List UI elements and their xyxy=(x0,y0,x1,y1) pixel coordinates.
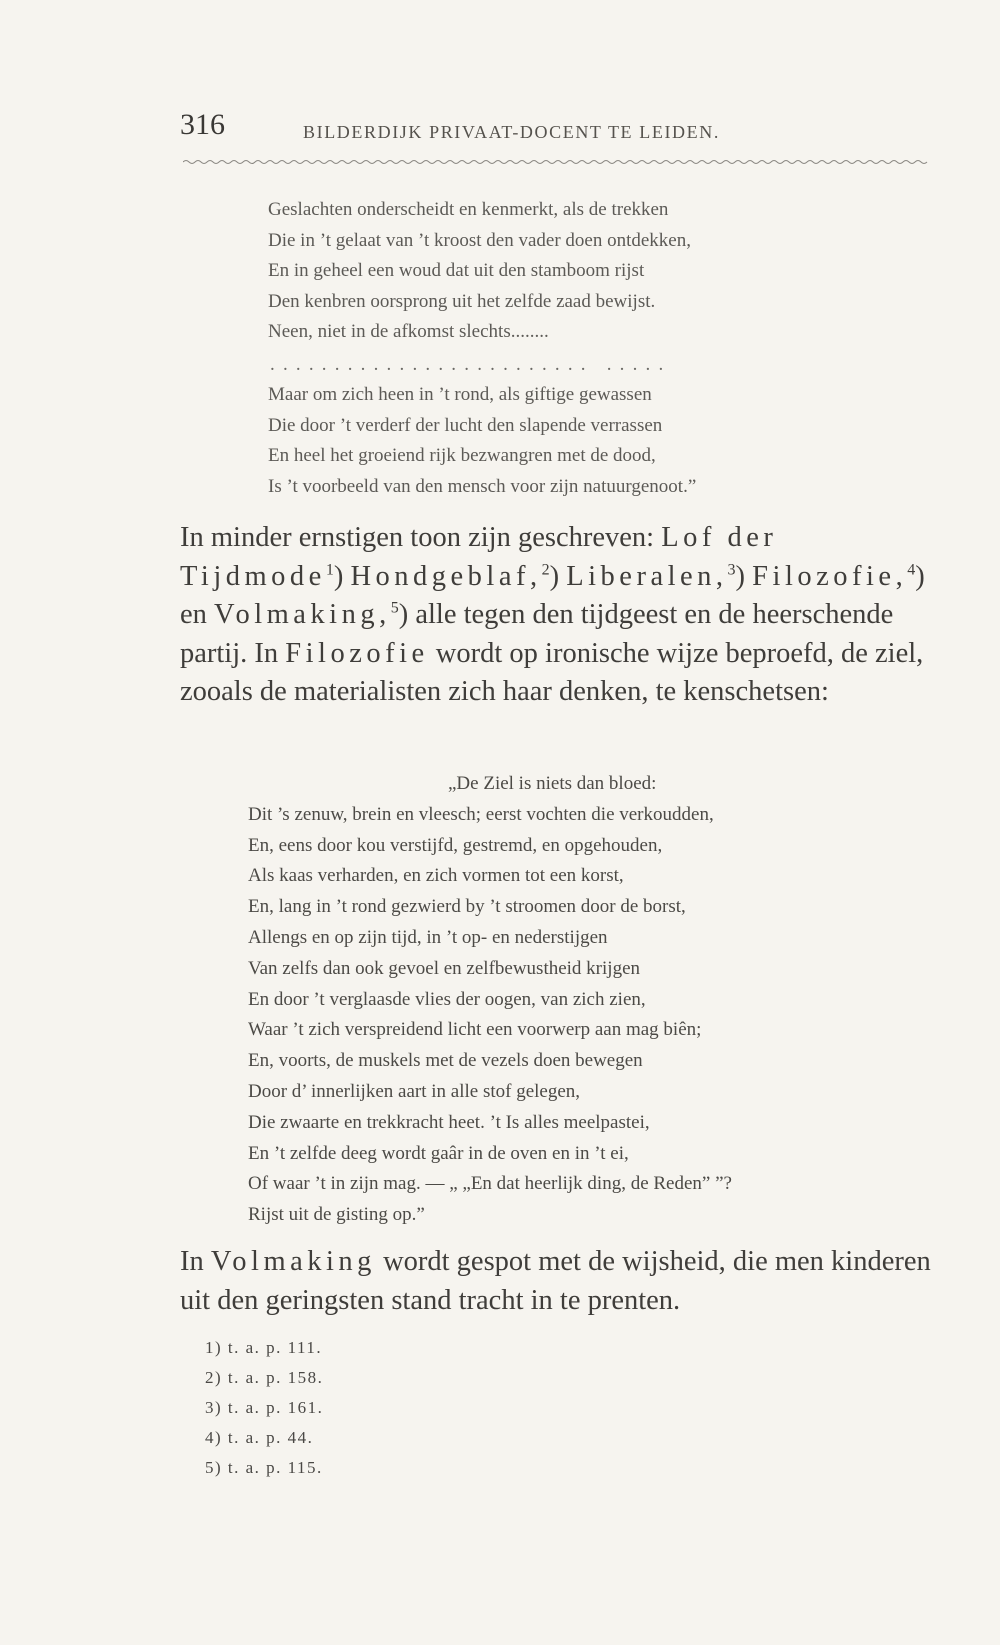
poem-line: Den kenbren oorsprong uit het zelfde zaad bewijst. xyxy=(268,290,656,312)
quote-line: Door d’ innerlijken aart in alle stof gelegen, xyxy=(248,1080,581,1102)
poem-line: Geslachten onderscheidt en kenmerkt, als de trekken xyxy=(268,199,669,220)
ellipsis-line: ......................... ..... xyxy=(270,354,672,375)
footnote: 3) t. a. p. 161. xyxy=(205,1398,324,1417)
body-paragraph-2 xyxy=(180,1243,940,1320)
quote-line: Rijst uit de gisting op.” xyxy=(248,1204,425,1226)
footnote-ref: 2 xyxy=(541,561,550,578)
quote-line: En door ’t verglaasde vlies der oogen, van zich zien, xyxy=(248,988,646,1010)
quote-line: Allengs en op zijn tijd, in ’t op- en nederstijgen xyxy=(248,926,608,948)
quote-line: En, lang in ’t rond gezwierd by ’t stroomen door de borst, xyxy=(248,896,686,918)
quote-line: „De Ziel is niets dan bloed: xyxy=(448,773,657,794)
prose-text: ) xyxy=(549,560,567,592)
footnote-ref: 5 xyxy=(390,599,399,617)
prose-text: ) xyxy=(735,560,753,592)
quote-line: En ’t zelfde deeg wordt gaâr in de oven en in ’t ei, xyxy=(248,1142,629,1164)
poem-line: Maar om zich heen in ’t rond, als giftige gewassen xyxy=(268,384,652,405)
poem-excerpt-middle xyxy=(268,380,696,502)
footnote-ref: 3 xyxy=(727,561,736,578)
quote-line: Dit ’s zenuw, brein en vleesch; eerst vochten die verkoudden, xyxy=(248,803,714,825)
footnotes xyxy=(205,1333,323,1483)
quote-line: Als kaas verharden, en zich vormen tot een korst, xyxy=(248,865,624,887)
prose-text: ) xyxy=(333,560,351,592)
poem-line: Is ’t voorbeeld van den mensch voor zijn natuurgenoot.” xyxy=(268,475,697,497)
quote-line: En, voorts, de muskels met de vezels doen bewegen xyxy=(248,1050,643,1072)
running-title: BILDERDIJK PRIVAAT-DOCENT TE LEIDEN. xyxy=(303,122,720,142)
prose-text: In minder ernstigen toon zijn geschreven: xyxy=(180,522,662,553)
poem-line: Neen, niet in de afkomst slechts........ xyxy=(268,321,549,342)
header-ornamental-rule xyxy=(183,158,930,166)
quote-line: Waar ’t zich verspreidend licht een voorwerp aan mag biên; xyxy=(248,1019,702,1041)
poem-line: Die in ’t gelaat van ’t kroost den vader doen ontdekken, xyxy=(268,229,691,251)
body-paragraph-1 xyxy=(180,519,940,712)
prose-text: ) en xyxy=(180,560,925,630)
quote-line: Of waar ’t in zijn mag. — „ „En dat heerlijk ding, de Reden” ”? xyxy=(248,1173,732,1195)
title-liberalen: Liberalen, xyxy=(566,560,728,592)
title-filozofie-inline: Filozofie xyxy=(285,637,429,669)
footnote: 5) t. a. p. 115. xyxy=(205,1458,323,1477)
page-number: 316 xyxy=(180,108,225,141)
title-filozofie: Filozofie, xyxy=(752,560,908,592)
poem-line: En in geheel een woud dat uit den stamboom rijst xyxy=(268,260,645,281)
prose-text: wordt op ironische wijze beproefd, de ziel, zooals de materialisten zich haar denken, te kenschetsen: xyxy=(180,637,924,707)
poem-excerpt-top xyxy=(268,195,691,348)
quoted-poem-filozofie xyxy=(248,769,732,1231)
title-hondgeblaf: Hondgeblaf, xyxy=(350,560,542,592)
prose-text: In xyxy=(180,1246,211,1277)
page-header xyxy=(180,108,920,148)
footnote: 4) t. a. p. 44. xyxy=(205,1428,314,1447)
footnote-ref: 4 xyxy=(907,561,916,578)
quote-line: En, eens door kou verstijfd, gestremd, en opgehouden, xyxy=(248,834,663,856)
poem-line: Die door ’t verderf der lucht den slapende verrassen xyxy=(268,414,663,436)
quote-line: Die zwaarte en trekkracht heet. ’t Is alles meelpastei, xyxy=(248,1111,650,1133)
footnote-ref: 1 xyxy=(325,561,334,578)
footnote: 2) t. a. p. 158. xyxy=(205,1368,324,1387)
quote-line: Van zelfs dan ook gevoel en zelfbewustheid krijgen xyxy=(248,957,641,979)
title-lof-der-tijdmode: Lof der Tijdmode xyxy=(180,522,778,592)
poem-line: En heel het groeiend rijk bezwangren met de dood, xyxy=(268,445,656,466)
prose-text: ) alle tegen den tijdgeest en de heerschende partij. In xyxy=(180,599,894,669)
title-volmaking: Volmaking, xyxy=(214,599,391,630)
footnote: 1) t. a. p. 111. xyxy=(205,1338,323,1357)
title-volmaking: Volmaking xyxy=(210,1246,376,1277)
prose-text: wordt gespot met de wijsheid, die men kinderen uit den geringsten stand tracht in te prenten. xyxy=(180,1246,931,1316)
